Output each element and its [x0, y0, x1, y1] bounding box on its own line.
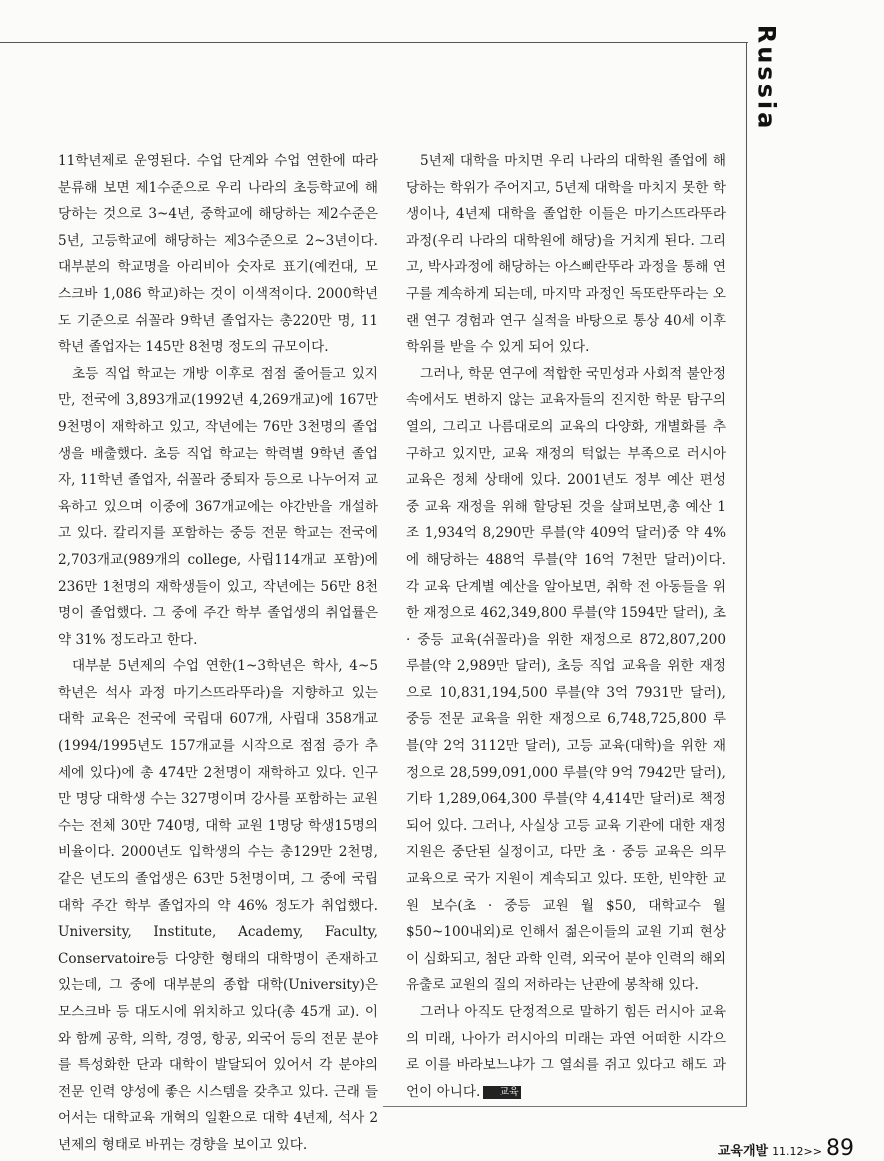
top-rule	[0, 42, 748, 43]
paragraph: 그러나, 학문 연구에 적합한 국민성과 사회적 불안정 속에서도 변하지 않는 교육자들의 진지한 학문 탐구의 열의, 그리고 나름대로의 교육의 다양화, 개별화를 추구하고 있지만, 교육 재정의 턱없는 부족으로 러시아 교육은 정체 상태에 있다. 2001년도 정부 예산 편성 중 교육 재정을 위해 할당된 것을 살펴보면,총 예산 1조 1,934억 8,290만 루블(약 409억 달러)중 약 4%에 해당하는 488억 루블(약 16억 7천만 달러)이다. 각 교육 단계별 예산을 알아보면, 취학 전 아동들을 위한 재정으로 462,349,800 루블(약 1594만 달러), 초 · 중등 교육(쉬꼴라)을 위한 재정으로 872,807,200 루블(약 2,989만 달러), 초등 직업 교육을 위한 재정으로 10,831,194,500 루블(약 3억 7931만 달러), 중등 전문 교육을 위한 재정으로 6,748,725,800 루블(약 2억 3112만 달러), 고등 교육(대학)을 위한 재정으로 28,599,091,000 루블(약 9억 7942만 달러), 기타 1,289,064,300 루블(약 4,414만 달러)로 책정되어 있다. 그러나, 사실상 고등 교육 기관에 대한 재정 지원은 중단된 실정이고, 다만 초 · 중등 교육은 의무 교육으로 국가 지원이 계속되고 있다. 또한, 빈약한 교원 보수(초 · 중등 교원 월 $50, 대학교수 월 $50~100내외)로 인해서 젊은이들의 교원 기피 현상이 심화되고, 첨단 과학 인력, 외국어 분야 인력의 해외 유출로 교원의 질의 저하라는 난관에 봉착해 있다.	[406, 365, 727, 994]
paragraph-text: 그러나 아직도 단정적으로 말하기 힘든 러시아 교육의 미래, 나아가 러시아의 미래는 과연 어떠한 시각으로 이를 바라보느냐가 그 열쇠를 쥐고 있다고 해도 과언이 아니다.	[406, 1004, 726, 1100]
paragraph: 5년제 대학을 마치면 우리 나라의 대학원 졸업에 해당하는 학위가 주어지고, 5년제 대학을 마치지 못한 학생이나, 4년제 대학을 졸업한 이들은 마기스뜨라뚜라 과정(우리 나라의 대학원에 해당)을 거치게 된다. 그리고, 박사과정에 해당하는 아스삐란뚜라 과정을 통해 연구를 계속하게 되는데, 마지막 과정인 독또란뚜라는 오랜 연구 경험과 연구 실적을 바탕으로 통상 40세 이후 학위를 받을 수 있게 되어 있다.	[406, 153, 726, 356]
bottom-rule	[383, 1106, 747, 1107]
paragraph: 초등 직업 학교는 개방 이후로 점점 줄어들고 있지만, 전국에 3,893개교(1992년 4,269개교)에 167만 9천명이 재학하고 있고, 작년에는 76만 3천명의 졸업생을 배출했다. 초등 직업 학교는 학력별 9학년 졸업자, 11학년 졸업자, 쉬꼴라 중퇴자 등으로 나누어져 교육하고 있으며 이중에 367개교에는 야간반을 개설하고 있다. 칼리지를 포함하는 중등 전문 학교는 전국에 2,703개교(989개의 college, 사립114개교 포함)에 236만 1천명의 재학생들이 있고, 작년에는 56만 8천명이 졸업했다. 그 중에 주간 학부 졸업생의 취업률은 약 31% 정도라고 한다.	[58, 365, 378, 648]
paragraph: 대부분 5년제의 수업 연한(1~3학년은 학사, 4~5학년은 석사 과정 마기스뜨라뚜라)을 지향하고 있는 대학 교육은 전국에 국립대 607개, 사립대 358개교(1994/1995년도 157개교를 시작으로 점점 증가 추세에 있다)에 총 474만 2천명이 재학하고 있다. 인구 만 명당 대학생 수는 327명이며 강사를 포함하는 교원 수는 전체 30만 740명, 대학 교원 1명당 학생15명의 비율이다. 2000년도 입학생의 수는 총129만 2천명, 같은 년도의 졸업생은 63만 5천명이며, 그 중에 국립 대학 주간 학부 졸업자의 약 46% 정도가 취업했다. University, Institute, Academy, Faculty, Conservatoire등 다양한 형태의 대학명이 존재하고 있는데, 그 중에 대부분의 종합 대학(University)은 모스크바 등 대도시에 위치하고 있다(총 45개 교). 이와 함께 공학, 의학, 경영, 항공, 외국어 등의 전문 분야를 특성화한 단과 대학이 발달되어 있어서 각 분야의 전문 인력 양성에 좋은 시스템을 갖추고 있다. 근래 들어서는 대학교육 개혁의 일환으로 대학 4년제, 석사 2년제의 형태로 바뀌는 경향을 보이고 있다.	[58, 658, 378, 1153]
right-column	[406, 148, 726, 1105]
issue-label: 11.12>>	[772, 1145, 822, 1158]
end-mark: 교육	[483, 1086, 520, 1099]
left-column	[58, 148, 378, 1159]
section-tab-label: Russia	[752, 24, 780, 132]
section-tab	[748, 24, 784, 132]
magazine-name: 교육개발	[717, 1144, 769, 1159]
paragraph: 11학년제로 운영된다. 수업 단계와 수업 연한에 따라 분류해 보면 제1수준으로 우리 나라의 초등학교에 해당하는 것으로 3~4년, 중학교에 해당하는 제2수준은 5년, 고등학교에 해당하는 제3수준으로 2~3년이다. 대부분의 학교명을 아리비아 숫자로 표기(예컨대, 모스크바 1,086 학교)하는 것이 이색적이다. 2000학년도 기준으로 쉬꼴라 9학년 졸업자는 총220만 명, 11학년 졸업자는 145만 8천명 정도의 규모이다.	[58, 153, 378, 356]
paragraph-final	[406, 999, 726, 1105]
page-footer	[718, 1136, 854, 1161]
page-number: 89	[826, 1136, 854, 1161]
side-rule	[746, 42, 747, 1107]
